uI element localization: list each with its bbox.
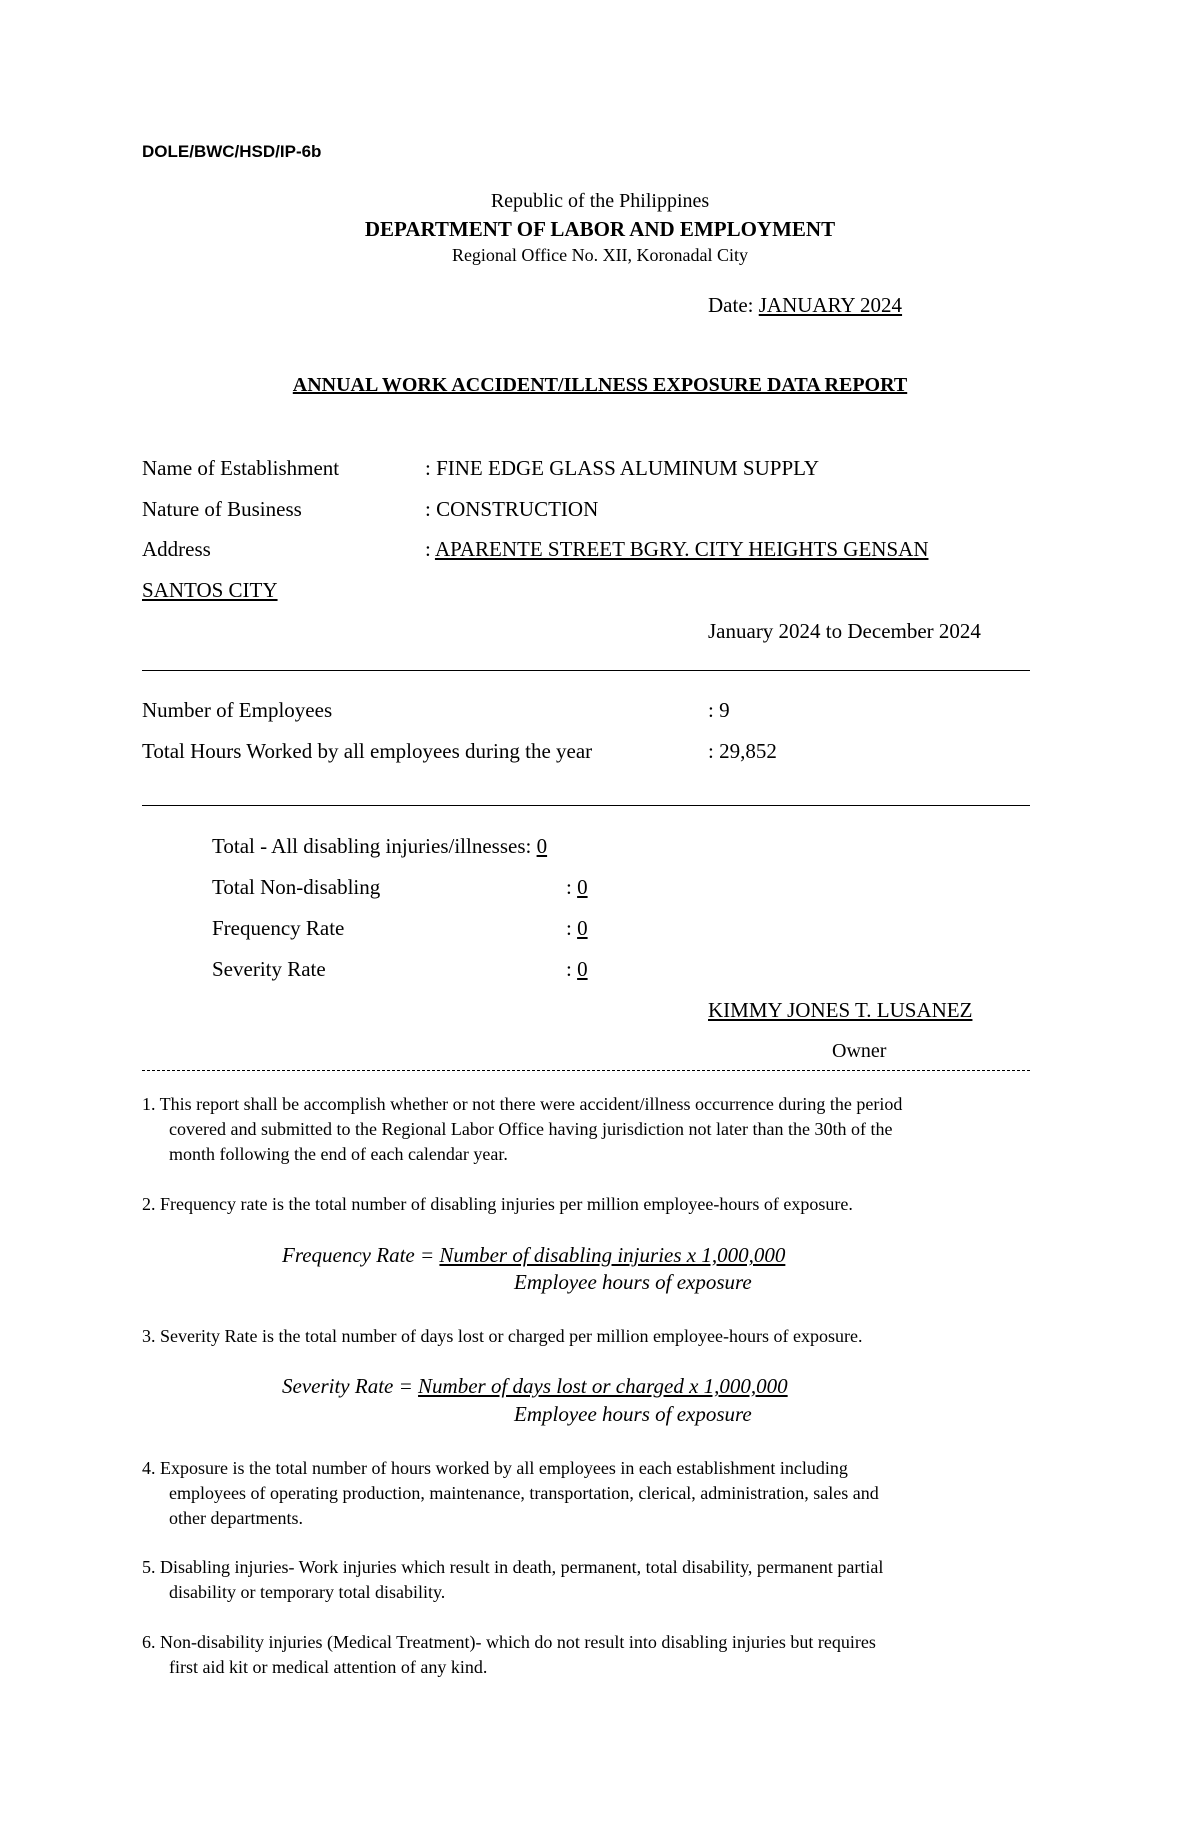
address-line-1: APARENTE STREET BGRY. CITY HEIGHTS GENSAN xyxy=(434,537,929,561)
divider-1 xyxy=(142,670,1030,671)
note-5-line-2: disability or temporary total disability. xyxy=(169,1582,446,1602)
business-nature-label: Nature of Business xyxy=(142,497,302,521)
note-4-line-3: other departments. xyxy=(169,1508,303,1528)
employee-count-value: : 9 xyxy=(708,698,730,722)
note-3: 3. Severity Rate is the total number of days lost or charged per million employee-hours of exposure. xyxy=(142,1326,863,1346)
frequency-rate-row-value xyxy=(566,916,588,941)
frequency-rate-value: 0 xyxy=(577,916,588,940)
nondisabling-label: Total Non-disabling xyxy=(212,875,381,899)
hours-worked-label: Total Hours Worked by all employees during the year xyxy=(142,739,593,763)
severity-formula-numerator: Number of days lost or charged x 1,000,000 xyxy=(418,1374,788,1398)
signatory-title: Owner xyxy=(832,1040,887,1062)
disabling-injuries-label: Total - All disabling injuries/illnesses: xyxy=(212,834,537,858)
nondisabling-row-value xyxy=(566,875,588,900)
disabling-injuries-value: 0 xyxy=(536,834,548,858)
report-title: ANNUAL WORK ACCIDENT/ILLNESS EXPOSURE DATA REPORT xyxy=(292,374,908,396)
frequency-rate-colon: : xyxy=(566,916,578,940)
address-value xyxy=(425,537,928,562)
regional-office: Regional Office No. XII, Koronadal City xyxy=(451,245,749,265)
note-1-line-3: month following the end of each calendar year. xyxy=(169,1144,508,1164)
hours-worked-value: : 29,852 xyxy=(708,739,777,763)
nondisabling-colon: : xyxy=(566,875,578,899)
note-6-line-1: 6. Non-disability injuries (Medical Treatment)- which do not result into disabling injuries but requires xyxy=(142,1632,876,1652)
disabling-injuries-row xyxy=(212,834,547,859)
note-4-line-1: 4. Exposure is the total number of hours worked by all employees in each establishment including xyxy=(142,1458,848,1478)
address-label: Address xyxy=(142,537,211,561)
severity-rate-label: Severity Rate xyxy=(212,957,326,981)
note-1-line-1: 1. This report shall be accomplish whether or not there were accident/illness occurrence during the period xyxy=(142,1094,903,1114)
severity-formula-lhs: Severity Rate = xyxy=(282,1374,419,1398)
signatory-name: KIMMY JONES T. LUSANEZ xyxy=(708,998,973,1022)
frequency-rate-label: Frequency Rate xyxy=(212,916,345,940)
employee-count-label: Number of Employees xyxy=(142,698,333,722)
establishment-name-value: : FINE EDGE GLASS ALUMINUM SUPPLY xyxy=(425,456,820,480)
republic-heading: Republic of the Philippines xyxy=(490,190,710,212)
divider-2 xyxy=(142,805,1030,806)
note-4 xyxy=(142,1456,1072,1531)
business-nature-value: : CONSTRUCTION xyxy=(425,497,599,521)
address-line-2: SANTOS CITY xyxy=(142,578,278,602)
establishment-name-label: Name of Establishment xyxy=(142,456,340,480)
report-period: January 2024 to December 2024 xyxy=(708,619,981,643)
date-label: Date: xyxy=(708,293,754,317)
frequency-formula-lhs: Frequency Rate = xyxy=(282,1243,440,1267)
address-colon: : xyxy=(425,537,435,561)
note-4-line-2: employees of operating production, maintenance, transportation, clerical, administration, sales and xyxy=(169,1483,879,1503)
department-heading: DEPARTMENT OF LABOR AND EMPLOYMENT xyxy=(364,217,836,241)
report-date xyxy=(708,293,902,318)
severity-rate-colon: : xyxy=(566,957,578,981)
note-6-line-2: first aid kit or medical attention of any kind. xyxy=(169,1657,488,1677)
nondisabling-value: 0 xyxy=(577,875,588,899)
date-value: JANUARY 2024 xyxy=(758,293,903,317)
dashed-divider xyxy=(142,1070,1030,1071)
severity-formula-numerator-row xyxy=(282,1374,788,1399)
note-2: 2. Frequency rate is the total number of disabling injuries per million employee-hours of exposure. xyxy=(142,1194,853,1214)
note-1-line-2: covered and submitted to the Regional Labor Office having jurisdiction not later than the 30th of the xyxy=(169,1119,893,1139)
severity-formula-denominator: Employee hours of exposure xyxy=(514,1402,752,1426)
frequency-formula-denominator: Employee hours of exposure xyxy=(514,1270,752,1294)
form-code: DOLE/BWC/HSD/IP-6b xyxy=(142,142,322,161)
frequency-formula-numerator-row xyxy=(282,1243,785,1268)
severity-rate-value: 0 xyxy=(577,957,588,981)
frequency-formula-numerator: Number of disabling injuries x 1,000,000 xyxy=(439,1243,786,1267)
note-6 xyxy=(142,1630,1072,1680)
note-5-line-1: 5. Disabling injuries- Work injuries which result in death, permanent, total disability, permanent partial xyxy=(142,1557,884,1577)
note-5 xyxy=(142,1555,1072,1605)
note-1 xyxy=(142,1092,1072,1167)
severity-rate-row-value xyxy=(566,957,588,982)
